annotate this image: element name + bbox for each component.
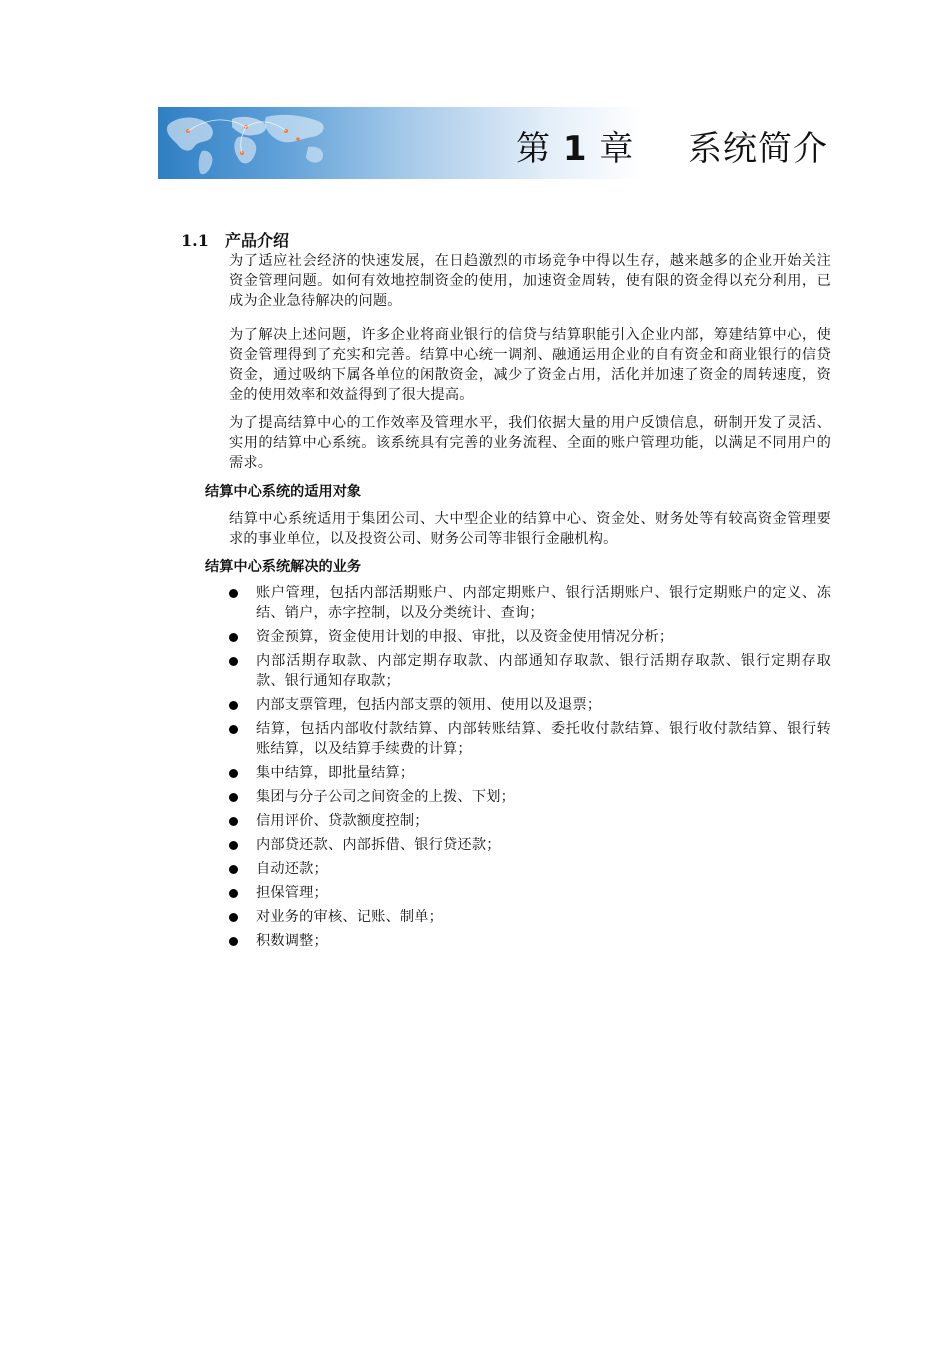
list-item: 集中结算，即批量结算；: [229, 763, 831, 783]
list-item: 积数调整；: [229, 931, 831, 951]
list-item: 内部贷还款、内部拆借、银行贷还款；: [229, 835, 831, 855]
bullet-icon: [229, 769, 238, 778]
chapter-prefix: 第: [516, 129, 552, 169]
list-item: 结算，包括内部收付款结算、内部转账结算、委托收付款结算、银行收付款结算、银行转账结算，以及结算手续费的计算；: [229, 719, 831, 759]
business-list: [229, 583, 831, 955]
intro-paragraph-1: 为了适应社会经济的快速发展，在日趋激烈的市场竞争中得以生存，越来越多的企业开始关注资金管理问题。如何有效地控制资金的使用，加速资金周转，使有限的资金得以充分利用，已成为企业急待解决的问题。: [229, 253, 831, 309]
bullet-icon: [229, 657, 238, 666]
intro-paragraph-2: 为了解决上述问题，许多企业将商业银行的信贷与结算职能引入企业内部，筹建结算中心，使资金管理得到了充实和完善。结算中心统一调剂、融通运用企业的自有资金和商业银行的信贷资金，通过吸纳下属各单位的闲散资金，减少了资金占用，活化并加速了资金的周转速度，资金的使用效率和效益得到了很大提高。: [229, 327, 831, 403]
list-item: 资金预算，资金使用计划的申报、审批，以及资金使用情况分析；: [229, 627, 831, 647]
list-item: 自动还款；: [229, 859, 831, 879]
bullet-icon: [229, 701, 238, 710]
bullet-icon: [229, 865, 238, 874]
chapter-number: 1: [562, 129, 588, 169]
list-item: 信用评价、贷款额度控制；: [229, 811, 831, 831]
list-item: 担保管理；: [229, 883, 831, 903]
section-title: 产品介绍: [225, 231, 290, 250]
bullet-icon: [229, 937, 238, 946]
section-number: 1.1: [181, 231, 209, 250]
chapter-suffix: 章: [599, 129, 635, 169]
list-item: 内部支票管理，包括内部支票的领用、使用以及退票；: [229, 695, 831, 715]
bullet-icon: [229, 817, 238, 826]
section-heading: [181, 228, 289, 251]
bullet-icon: [229, 633, 238, 642]
bullet-icon: [229, 793, 238, 802]
list-item: 对业务的审核、记账、制单；: [229, 907, 831, 927]
applicable-heading: 结算中心系统的适用对象: [205, 484, 362, 500]
list-item: 内部活期存取款、内部定期存取款、内部通知存取款、银行活期存取款、银行定期存取款、银行通知存取款；: [229, 651, 831, 691]
chapter-title: [516, 121, 828, 170]
business-heading: 结算中心系统解决的业务: [205, 559, 362, 575]
bullet-icon: [229, 589, 238, 598]
list-item: 集团与分子公司之间资金的上拨、下划；: [229, 787, 831, 807]
bullet-icon: [229, 889, 238, 898]
applicable-paragraph: 结算中心系统适用于集团公司、大中型企业的结算中心、资金处、财务处等有较高资金管理要求的事业单位，以及投资公司、财务公司等非银行金融机构。: [229, 511, 831, 547]
chapter-banner: [158, 107, 830, 179]
intro-paragraph-3: 为了提高结算中心的工作效率及管理水平，我们依据大量的用户反馈信息，研制开发了灵活、实用的结算中心系统。该系统具有完善的业务流程、全面的账户管理功能，以满足不同用户的需求。: [229, 415, 831, 471]
bullet-icon: [229, 913, 238, 922]
bullet-icon: [229, 725, 238, 734]
chapter-name: 系统简介: [688, 129, 828, 169]
bullet-icon: [229, 841, 238, 850]
list-item: 账户管理，包括内部活期账户、内部定期账户、银行活期账户、银行定期账户的定义、冻结、销户，赤字控制，以及分类统计、查询；: [229, 583, 831, 623]
